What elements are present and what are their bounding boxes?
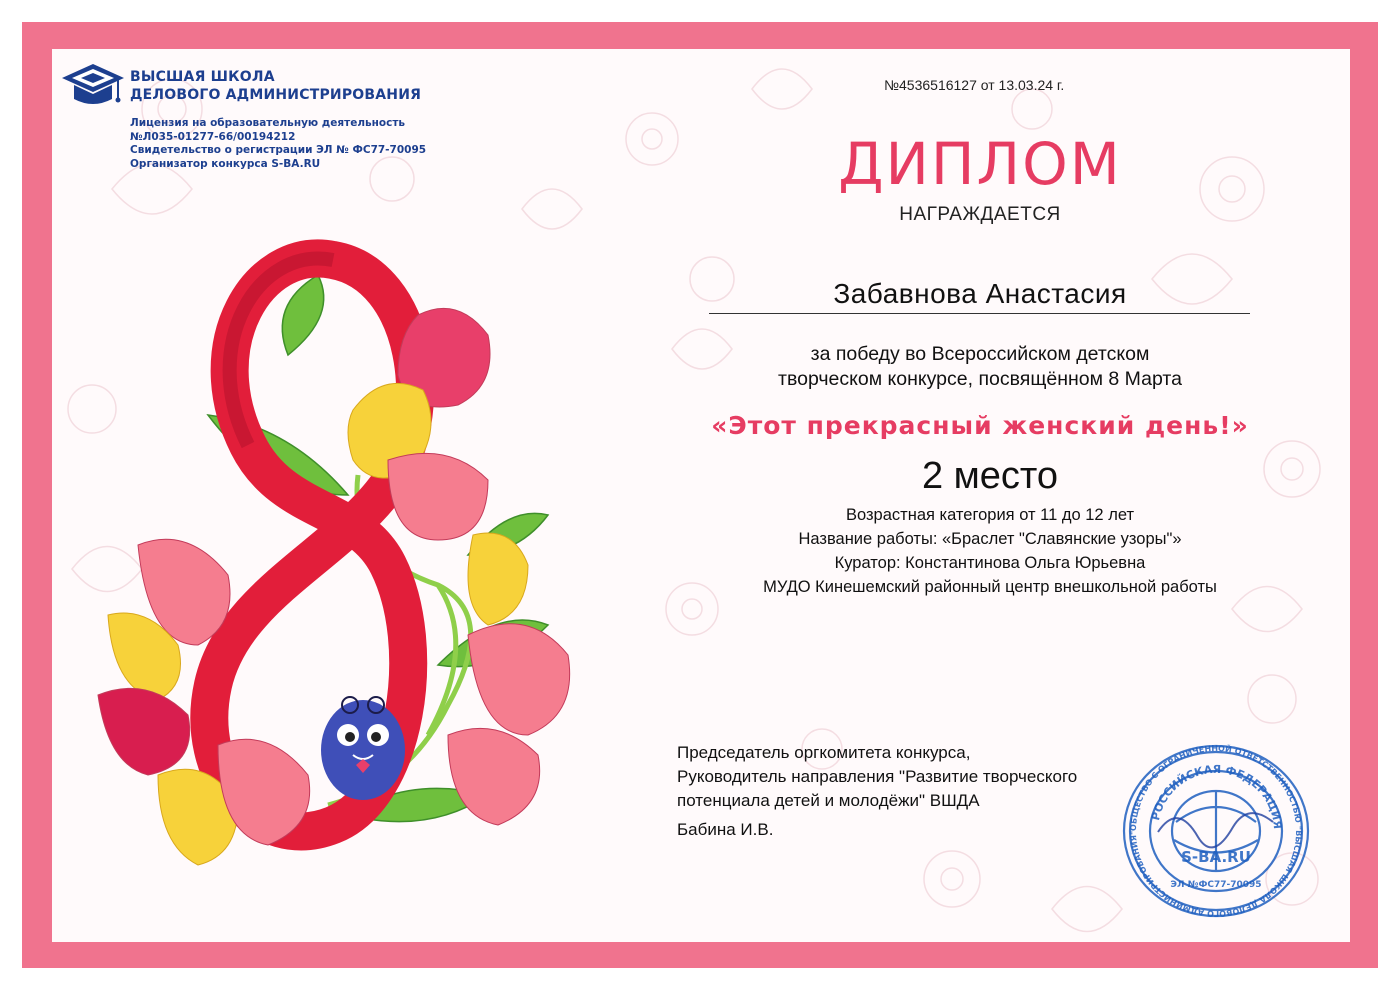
curator: Куратор: Константинова Ольга Юрьевна (834, 554, 1146, 572)
signature-block: Председатель оргкомитета конкурса, Руководитель направления "Развитие творческого потенциала детей и молодёжи" ВШДА (677, 743, 1078, 810)
award-reason: за победу во Всероссийском детском творческом конкурсе, посвящённом 8 Марта (778, 343, 1182, 390)
org-name: ВЫСШАЯ ШКОЛА ДЕЛОВОГО АДМИНИСТРИРОВАНИЯ (130, 69, 422, 103)
awarded-label: НАГРАЖДАЕТСЯ (899, 204, 1061, 225)
graduation-cap-icon (60, 60, 126, 110)
official-stamp (1118, 742, 1314, 920)
participant-details (690, 503, 1290, 599)
age-category: Возрастная категория от 11 до 12 лет (845, 506, 1135, 524)
contest-name: «Этот прекрасный женский день!» (711, 411, 1249, 440)
recipient-name: Забавнова Анастасия (833, 278, 1127, 309)
name-underline (709, 313, 1250, 314)
march-8-tulips-illustration (88, 235, 613, 885)
place-result: 2 место (921, 455, 1059, 497)
svg-text:S-BA.RU: S-BA.RU (1181, 848, 1251, 866)
work-name: Название работы: «Браслет "Славянские узоры"» (798, 530, 1182, 548)
svg-text:ОБЩЕСТВО С ОГРАНИЧЕННОЙ ОТВЕТС: ОБЩЕСТВО С ОГРАНИЧЕННОЙ ОТВЕТСТВЕННОСТЬЮ "ВЫСШАЯ ШКОЛА ДЕЛОВОГО АДМИНИСТРИРОВАНИЯ" (1128, 743, 1304, 919)
institution: МУДО Кинешемский районный центр внешкольной работы (763, 578, 1217, 596)
svg-text:РОССИЙСКАЯ ФЕДЕРАЦИЯ: РОССИЙСКАЯ ФЕДЕРАЦИЯ (1149, 762, 1285, 830)
svg-text:ЭЛ №ФС77-70095: ЭЛ №ФС77-70095 (1170, 880, 1262, 890)
document-number: №4536516127 от 13.03.24 г. (884, 77, 1065, 93)
signer-name: Бабина И.В. (677, 820, 774, 839)
diploma-title: ДИПЛОМ (838, 130, 1122, 198)
org-credentials: Лицензия на образовательную деятельность №Л035-01277-66/00194212 Свидетельство о регистрации ЭЛ № ФС77-70095 Организатор конкурса S-BA.RU (130, 117, 427, 170)
